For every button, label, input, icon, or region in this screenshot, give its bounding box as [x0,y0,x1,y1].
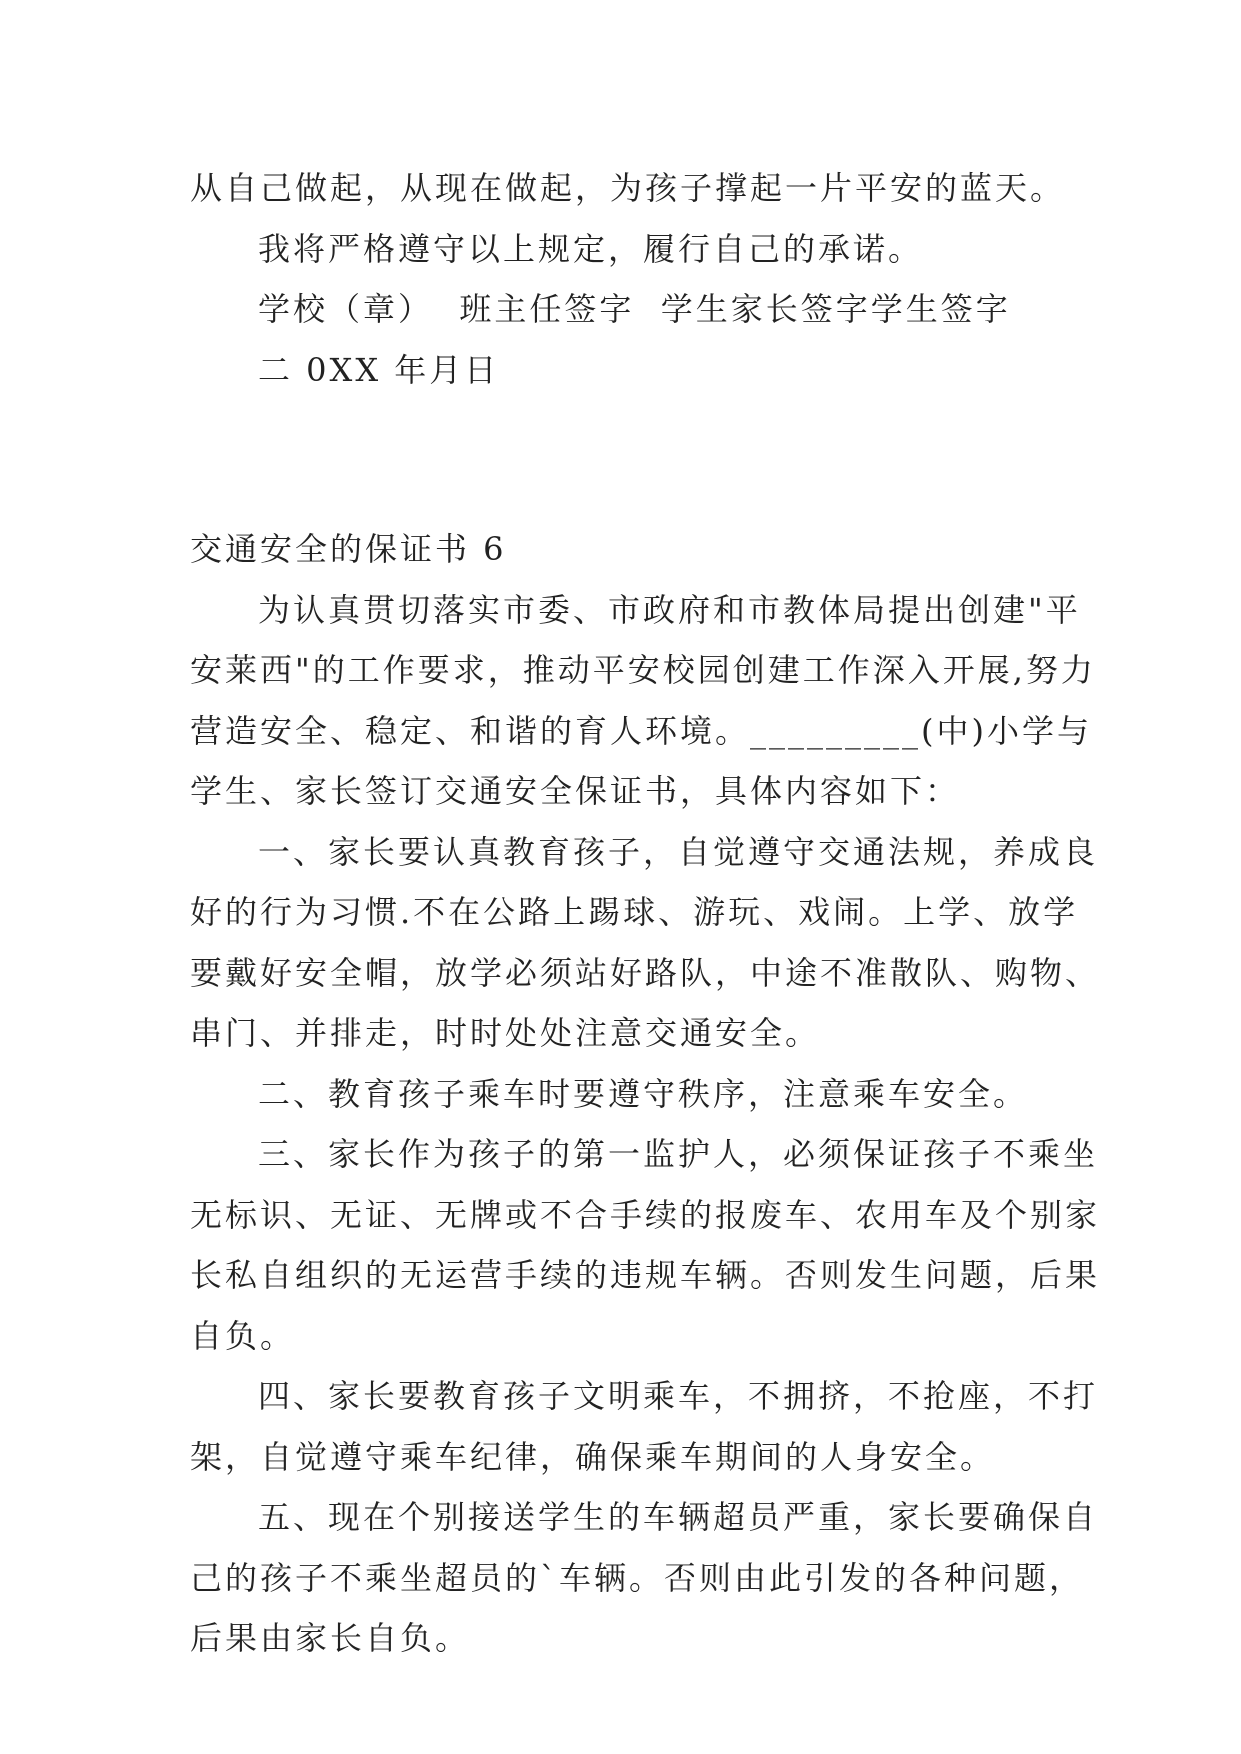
paragraph-line: 架，自觉遵守乘车纪律，确保乘车期间的人身安全。 [190,1437,996,1476]
paragraph-line: 四、家长要教育孩子文明乘车，不拥挤，不抢座，不打 [258,1377,1099,1415]
signature-line: 学校（章） 班主任签字 学生家长签字学生签字 [258,290,1011,328]
paragraph-line: 学生、家长签订交通安全保证书，具体内容如下： [190,772,961,810]
paragraph-line: 二、教育孩子乘车时要遵守秩序，注意乘车安全。 [258,1074,1029,1113]
paragraph-line: 自负。 [190,1316,296,1355]
body-line: 从自己做起，从现在做起，为孩子撑起一片平安的蓝天。 [190,169,1066,207]
paragraph-line: 己的孩子不乘坐超员的`车辆。否则由此引发的各种问题， [190,1558,1085,1597]
body-line: 我将严格遵守以上规定，履行自己的承诺。 [258,229,924,268]
paragraph-line: 好的行为习惯.不在公路上踢球、游玩、戏闹。上学、放学 [190,893,1079,931]
paragraph-line: 要戴好安全帽，放学必须站好路队，中途不准散队、购物、 [190,953,1101,992]
section-title: 交通安全的保证书 6 [190,530,507,568]
paragraph-line: 一、家长要认真教育孩子，自觉遵守交通法规，养成良 [258,832,1099,871]
date-line: 二 0XX 年月日 [258,350,500,389]
paragraph-line: 长私自组织的无运营手续的违规车辆。否则发生问题，后果 [190,1256,1101,1294]
paragraph-line: 无标识、无证、无牌或不合手续的报废车、农用车及个别家 [190,1195,1101,1234]
paragraph-line: 营造安全、稳定、和谐的育人环境。_________(中)小学与 [190,711,1092,750]
paragraph-line: 五、现在个别接送学生的车辆超员严重，家长要确保自 [258,1498,1099,1536]
paragraph-line: 为认真贯切落实市委、市政府和市教体局提出创建"平 [258,590,1081,629]
section-gap [190,400,1070,519]
paragraph-line: 安莱西"的工作要求，推动平安校园创建工作深入开展,努力 [190,651,1096,689]
paragraph-line: 后果由家长自负。 [190,1619,471,1657]
paragraph-line: 串门、并排走，时时处处注意交通安全。 [190,1014,821,1052]
paragraph-line: 三、家长作为孩子的第一监护人，必须保证孩子不乘坐 [258,1135,1099,1173]
document-body [190,158,1101,1669]
